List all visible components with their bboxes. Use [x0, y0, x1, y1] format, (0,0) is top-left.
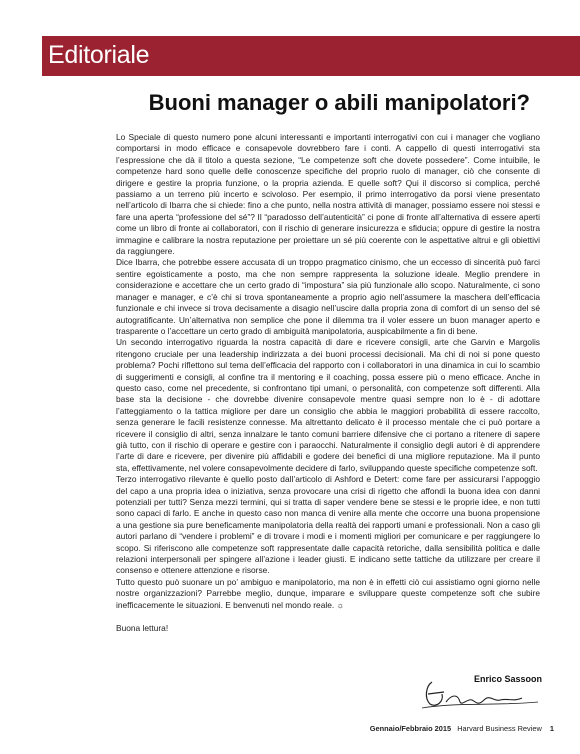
author-name: Enrico Sassoon	[473, 674, 542, 684]
article-body	[116, 132, 540, 634]
issue-date: Gennaio/Febbraio 2015	[369, 724, 452, 733]
publication-name: Harvard Business Review	[457, 724, 542, 733]
signature-block	[418, 668, 558, 718]
article-paragraph: Tutto questo può suonare un po’ ambiguo e manipolatorio, ma non è in effetti ciò cui assistiamo ogni giorno nelle nostre organizzazioni? Parrebbe meglio, dunque, imparare e sviluppare queste competenze soft che subire inefficacemente le situazioni. E benvenuti nel mondo reale. ☼	[116, 576, 540, 610]
article-paragraph: Dice Ibarra, che potrebbe essere accusata di un troppo pragmatico cinismo, che un eccesso di sincerità può farci sentire egoisticamente a posto, ma che non sempre rappresenta la soluzione ideale. Meglio prendere in considerazione e accettare che un certo grado di “impostura” sia più funzionale allo scopo. Naturalmente, ci sono manager e manager, e c’è chi si trova spontaneamente a proprio agio nell’assumere la maschera dell’efficacia funzionale e chi invece si trova decisamente a disagio nell’uscire dalla propria zona di comfort di un senso del sé autogratificante. Un’alternativa non semplice che pone il dilemma tra il voler essere un buon manager aperto e trasparente o l’accettare un certo grado di ambiguità manipolatoria, auspicabilmente a fin di bene.	[116, 257, 540, 336]
section-header-bar	[42, 36, 580, 76]
article-paragraph: Lo Speciale di questo numero pone alcuni interessanti e importanti interrogativi con cui i manager che vogliano comportarsi in modo efficace e consapevole dovrebbero fare i conti. A cappello di questi interrogativi sta l’espressione che dà il titolo a questa sezione, “Le competenze soft che dovete possedere”. Come intuibile, le competenze hard sono quelle delle conoscenze specifiche del proprio ruolo di manager, ciò che consente di dirigere e gestire la propria funzione, o la propria azienda. E quelle soft? Qui il discorso si complica, perché passiamo a un terreno più incerto e scivoloso. Per esempio, il primo interrogativo da porsi viene presentato nell’articolo di Ibarra che si chiede: fino a che punto, nella nostra attività di manager, possiamo essere noi stessi e fare una aperta “professione del sé”? Il “paradosso dell’autenticità” ci pone di fronte all’alternativa di essere aperti come un libro di fronte ai collaboratori, con il rischio di generare insicurezza e sfiducia; oppure di gestire la nostra immagine e calibrare la nostra reputazione per proiettare un sé più coerente con le aspettative altrui e gli obiettivi da raggiungere.	[116, 132, 540, 257]
article-paragraph: Un secondo interrogativo riguarda la nostra capacità di dare e ricevere consigli, arte che Garvin e Margolis ritengono cruciale per una leadership indirizzata a dei buoni processi decisionali. Ma chi di noi si pone questo problema? Pochi riflettono sul tema dell’efficacia del rapporto con i collaboratori in una dinamica in cui lo scambio di suggerimenti e consigli, al confine tra il mentoring e il coaching, possa essere più o meno efficace. Anche in questo caso, come nel precedente, si confrontano tipi umani, o personalità, con competenze soft differenti. Alla base sta la decisione - che dovrebbe divenire consapevole mentre quasi sempre non lo è - di adottare l’atteggiamento o la tattica migliore per dare un consiglio che abbia le maggiori probabilità di essere raccolto, senza generare le facili resistenze connesse. Ma altrettanto delicato è il processo mentale che ci può portare a ricevere il consiglio di altri, senza innalzare le tanto comuni barriere difensive che ci portano a ritenere di sapere già tutto, con il rischio di operare e gestire con i paraocchi. Naturalmente il consiglio degli autori è di apprendere l’arte di dare e ricevere, per divenire più affidabili e godere dei benefici di una migliore reputazione. Ma il punto sta, effettivamente, nel volere consapevolmente decidere di farlo, sviluppando queste specifiche competenze soft.	[116, 337, 540, 473]
article-title: Buoni manager o abili manipolatori?	[148, 90, 530, 115]
page-footer	[370, 724, 554, 733]
section-label: Editoriale	[48, 41, 150, 69]
article-paragraph: Terzo interrogativo rilevante è quello posto dall’articolo di Ashford e Detert: come fare per assicurarsi l’appoggio del capo a una propria idea o iniziativa, senza provocare una crisi di rigetto che affondi la buona idea con danni potenziali per tutti? Senza mezzi termini, qui si tratta di saper vendere bene se stessi e le proprie idee, e non tutti sono capaci di farlo. E anche in questo caso non manca di venire alla mente che occorre una buona propensione a una gestione sia pure beneficamente manipolatoria della realtà dei rapporti umani e professionali. Non a caso gli autori parlano di “vendere i problemi” e di trovare i modi e i momenti migliori per comunicare e per raggiungere lo scopo. Si riferiscono alle competenze soft rappresentate dalle capacità retoriche, dalla sensibilità politica e dalle relazioni interpersonali per spingere all’azione i leader giusti. E indicano sette tattiche da utilizzare per creare il consenso e ottenere attenzione e risorse.	[116, 474, 540, 576]
page-number: 1	[549, 724, 554, 733]
sign-off: Buona lettura!	[116, 623, 169, 634]
